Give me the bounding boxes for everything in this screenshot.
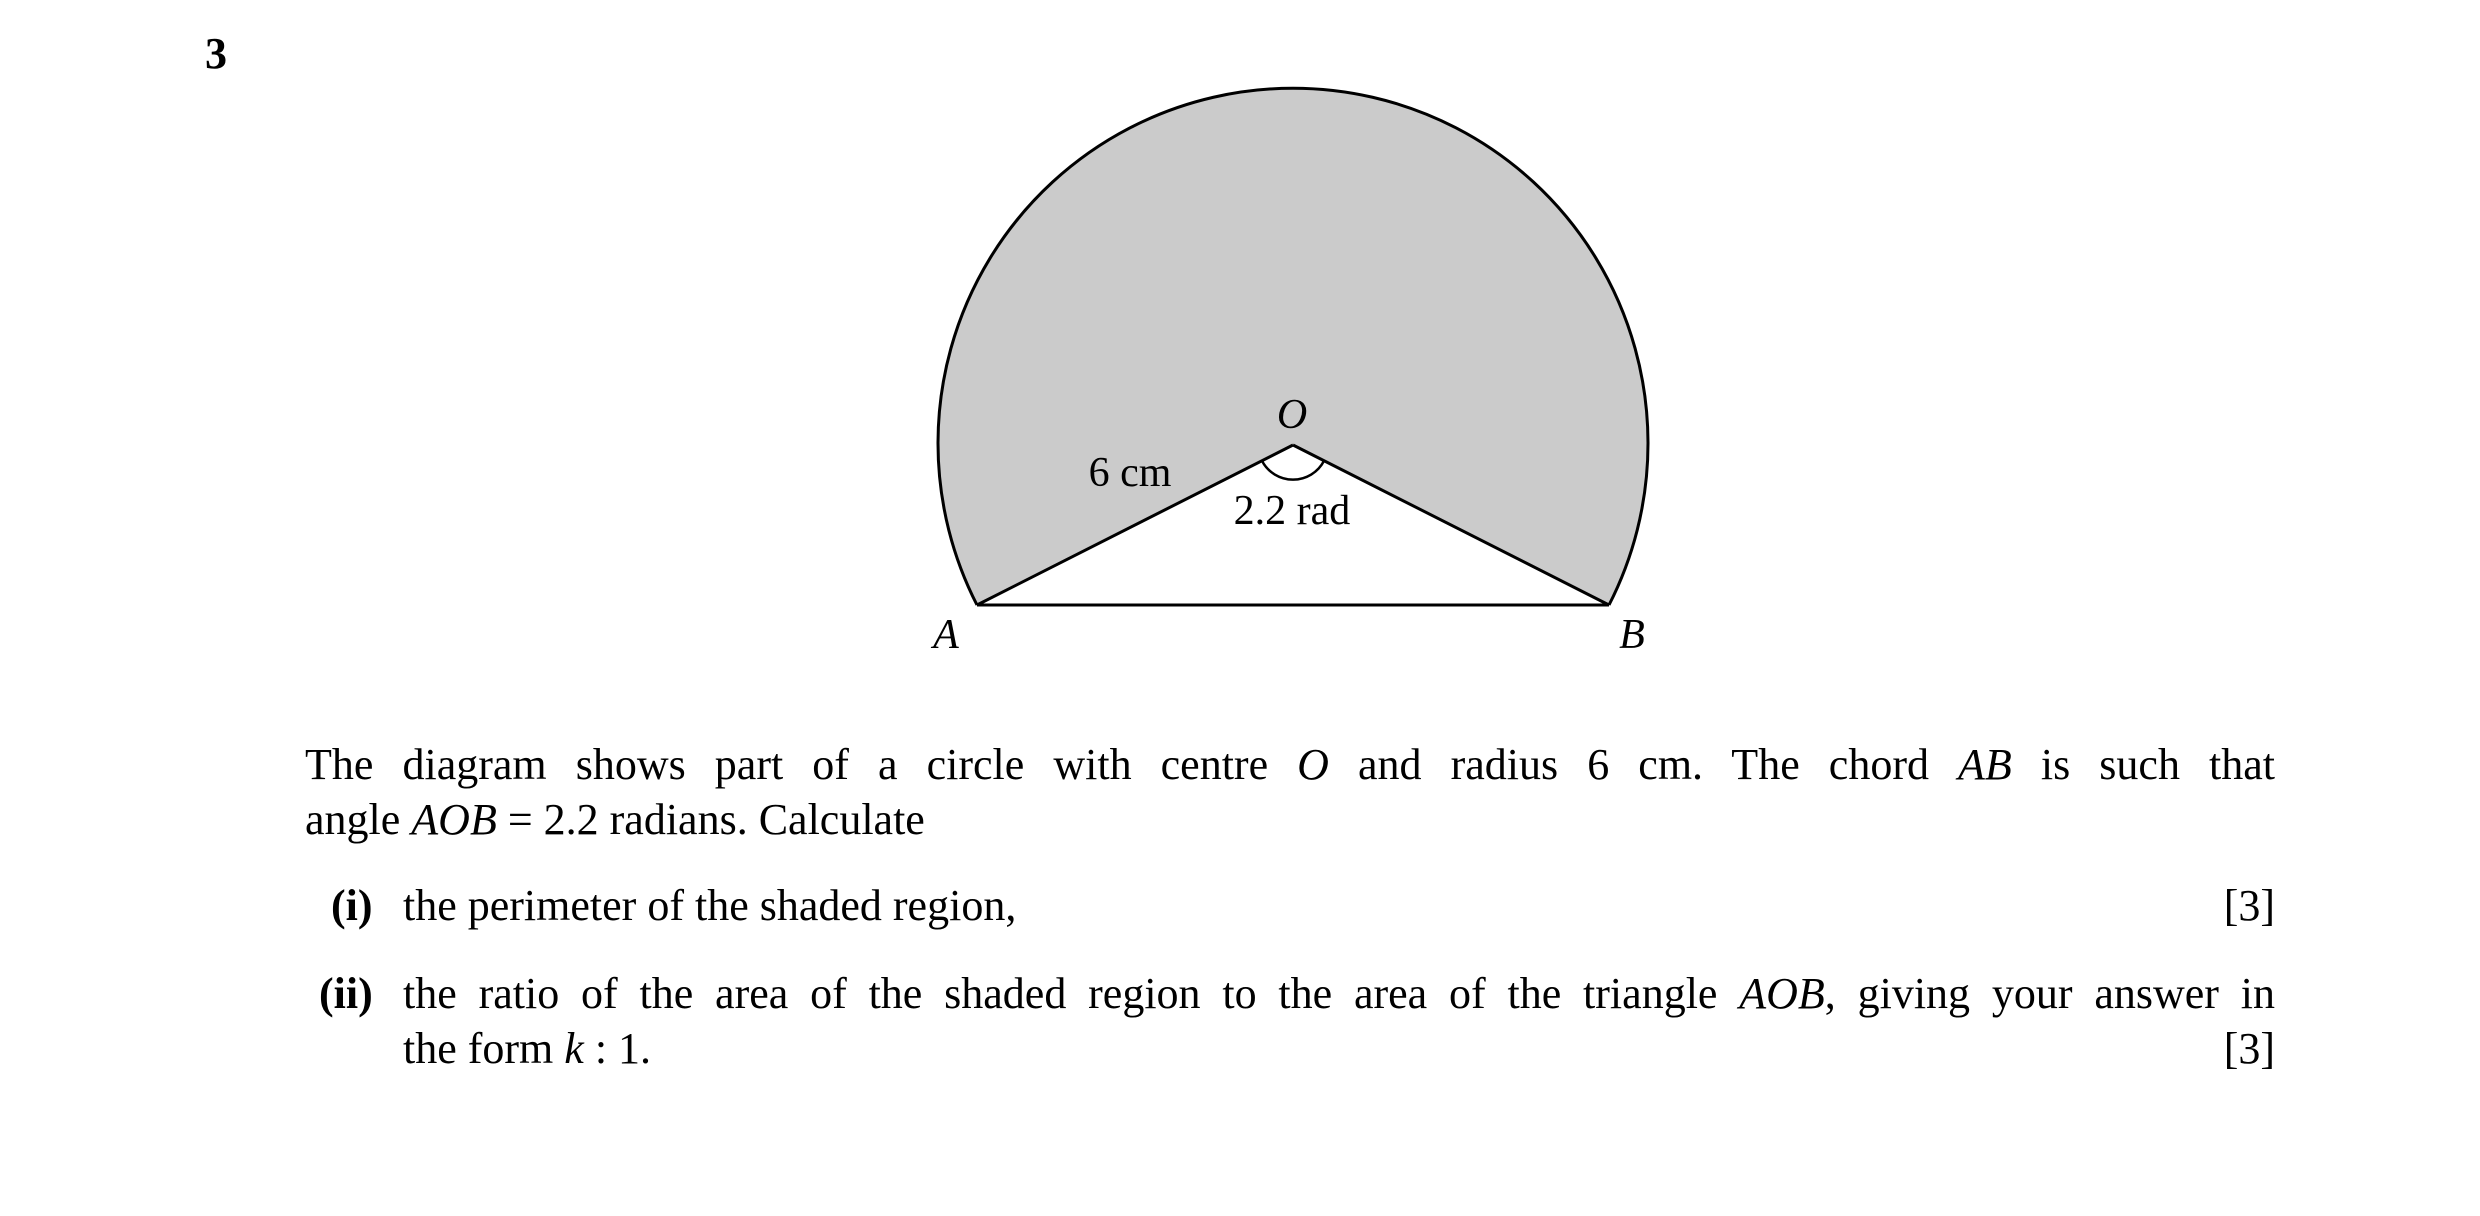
label-angle: 2.2 rad bbox=[1233, 488, 1351, 534]
intro-line-2: angle AOB = 2.2 radians. Calculate bbox=[305, 795, 925, 844]
question-intro bbox=[305, 737, 2275, 847]
part-ii bbox=[305, 966, 2275, 1086]
label-radius: 6 cm bbox=[1088, 450, 1172, 496]
part-text-line-2: the form k : 1. bbox=[403, 1024, 652, 1073]
question-number: 3 bbox=[205, 29, 227, 78]
part-text: the perimeter of the shaded region, bbox=[403, 881, 1017, 930]
part-i bbox=[305, 878, 2275, 938]
marks: [3] bbox=[2223, 881, 2275, 930]
angle-arc bbox=[1262, 461, 1324, 480]
label-point-a: A bbox=[933, 612, 959, 658]
part-text-line-1: the ratio of the area of the shaded region to the area of the triangle AOB, giving your answer in bbox=[403, 969, 2275, 1018]
part-text bbox=[403, 966, 2275, 1076]
part-label: (i) bbox=[331, 881, 373, 930]
intro-line-1: The diagram shows part of a circle with centre O and radius 6 cm. The chord AB is such that bbox=[305, 740, 2275, 789]
label-point-b: B bbox=[1619, 612, 1645, 658]
part-label: (ii) bbox=[319, 969, 373, 1018]
label-centre-o: O bbox=[1276, 392, 1308, 438]
marks: [3] bbox=[2223, 1024, 2275, 1073]
